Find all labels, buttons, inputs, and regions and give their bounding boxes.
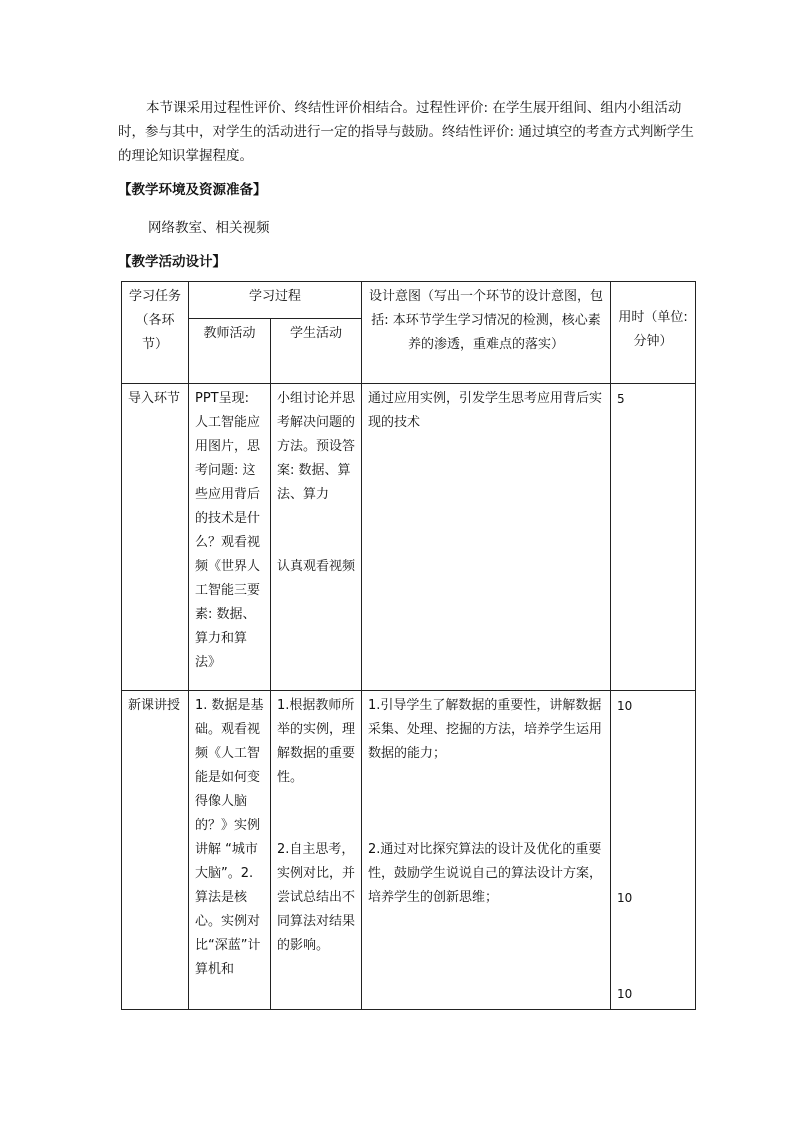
row2-time-3: 10 [617,987,633,1001]
header-student: 学生活动 [271,319,362,384]
row1-time: 5 [611,384,696,691]
row2-time-1: 10 [617,699,633,713]
row1-student-part1: 小组讨论并思考解决问题的方法。预设答案: 数据、算法、算力 [277,391,356,502]
row2-design [362,691,611,1010]
table-header-row [122,282,696,319]
row2-design-part1: 1.引导学生了解数据的重要性，讲解数据采集、处理、挖掘的方法，培养学生运用数据的能力； [368,698,603,761]
row2-time-2: 10 [617,891,633,905]
header-task: 学习任务（各环节） [122,282,189,384]
row1-student-part2: 认真观看视频 [277,559,356,574]
evaluation-paragraph: 本节课采用过程性评价、终结性评价相结合。过程性评价: 在学生展开组间、组内小组活动时，参与其中，对学生的活动进行一定的指导与鼓励。终结性评价: 通过填空的考查方式判断学生的理论知识掌握程度。 [118,100,694,164]
table-row [122,384,696,691]
header-teacher: 教师活动 [189,319,271,384]
table-row [122,691,696,1010]
row2-student [271,691,362,1010]
row2-student-part2: 2.自主思考，实例对比，并尝试总结出不同算法对结果的影响。 [277,842,356,953]
activity-design-heading: 【教学活动设计】 [118,254,226,270]
row1-design [362,384,611,691]
header-time: 用时（单位: 分钟） [611,282,696,384]
activity-design-table [121,281,696,1010]
environment-text: 网络教室、相关视频 [148,220,270,236]
header-design: 设计意图（写出一个环节的设计意图，包括: 本环节学生学习情况的检测，核心素养的渗透，重难点的落实） [362,282,611,384]
row2-time [611,691,696,1010]
row1-student [271,384,362,691]
row1-teacher: PPT呈现: 人工智能应用图片，思考问题: 这些应用背后的技术是什么？观看视频《世界人工智能三要素: 数据、算力和算法》 [189,384,271,691]
header-process: 学习过程 [189,282,362,319]
row2-student-part1: 1.根据教师所举的实例，理解数据的重要性。 [277,698,356,785]
row2-design-part2: 2.通过对比探究算法的设计及优化的重要性，鼓励学生说说自己的算法设计方案，培养学生的创新思维； [368,842,603,905]
row2-teacher: 1. 数据是基础。观看视频《人工智能是如何变得像人脑的？》实例讲解 “城市大脑”。2. 算法是核心。实例对比“深蓝”计算机和 [189,691,271,1010]
row2-task: 新课讲授 [122,691,189,1010]
row1-task: 导入环节 [122,384,189,691]
environment-heading: 【教学环境及资源准备】 [118,182,267,198]
row1-design-text: 通过应用实例，引发学生思考应用背后实现的技术 [368,391,603,430]
